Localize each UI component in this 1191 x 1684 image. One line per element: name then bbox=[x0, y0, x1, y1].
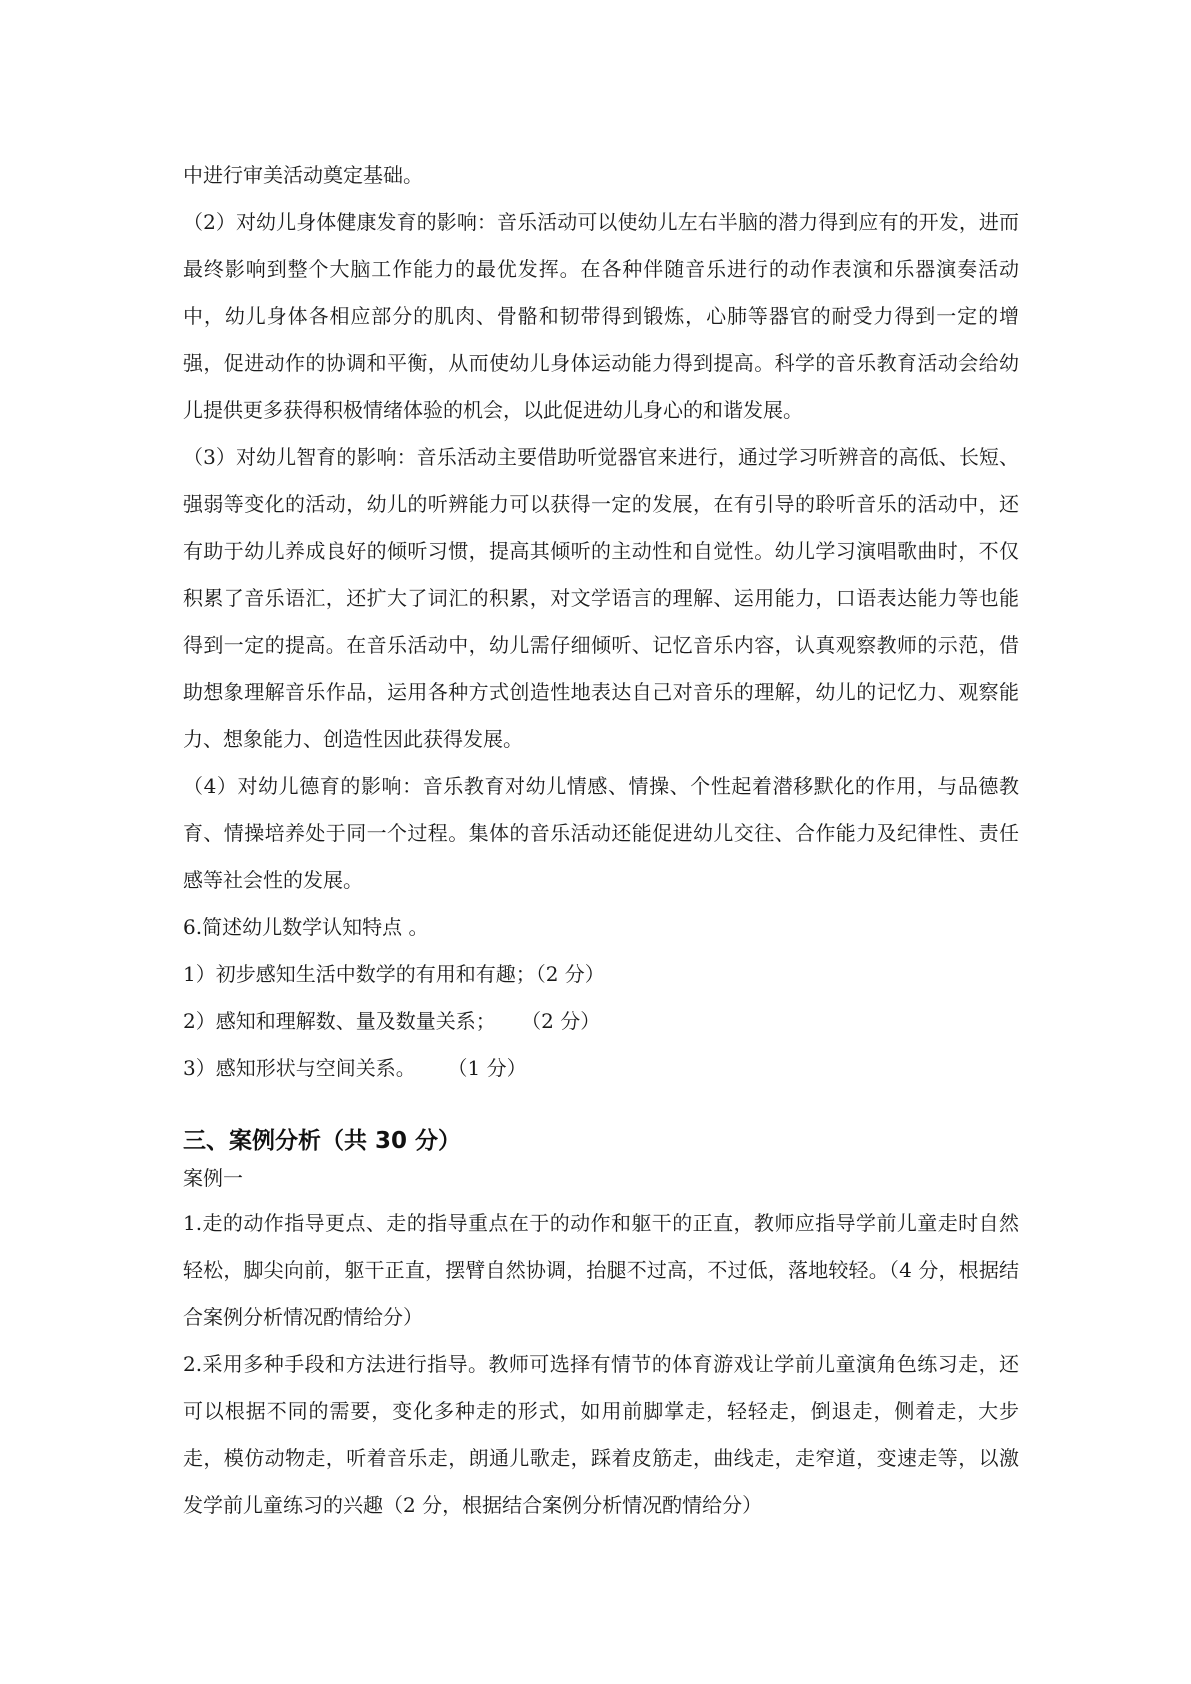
question-6-point-3: 3）感知形状与空间关系。 （1 分） bbox=[183, 1056, 527, 1080]
document-page bbox=[183, 152, 1019, 1529]
question-6-point-2: 2）感知和理解数、量及数量关系； （2 分） bbox=[183, 1009, 601, 1033]
section-heading: 三、案例分析（共 30 分） bbox=[183, 1128, 462, 1154]
intellectual-paragraph: （3）对幼儿智育的影响：音乐活动主要借助听觉器官来进行，通过学习听辨音的高低、长短、强弱等变化的活动，幼儿的听辨能力可以获得一定的发展，在有引导的聆听音乐的活动中，还有助于幼儿养成良好的倾听习惯，提高其倾听的主动性和自觉性。幼儿学习演唱歌曲时，不仅积累了音乐语汇，还扩大了词汇的积累，对文学语言的理解、运用能力，口语表达能力等也能得到一定的提高。在音乐活动中，幼儿需仔细倾听、记忆音乐内容，认真观察教师的示范，借助想象理解音乐作品，运用各种方式创造性地表达自己对音乐的理解，幼儿的记忆力、观察能力、想象能力、创造性因此获得发展。 bbox=[183, 445, 1019, 751]
case-label: 案例一 bbox=[183, 1166, 243, 1190]
moral-paragraph: （4）对幼儿德育的影响：音乐教育对幼儿情感、情操、个性起着潜移默化的作用，与品德教育、情操培养处于同一个过程。集体的音乐活动还能促进幼儿交往、合作能力及纪律性、责任感等社会性的发展。 bbox=[183, 774, 1019, 892]
case-answer-1: 1.走的动作指导更点、走的指导重点在于的动作和躯干的正直，教师应指导学前儿童走时自然轻松，脚尖向前，躯干正直，摆臂自然协调，抬腿不过高，不过低，落地较轻。（4 分，根据结合案例分析情况酌情给分） bbox=[183, 1211, 1019, 1329]
continuation-text: 中进行审美活动奠定基础。 bbox=[183, 163, 423, 187]
question-6-point-1: 1）初步感知生活中数学的有用和有趣；（2 分） bbox=[183, 962, 605, 986]
question-6-title: 6.简述幼儿数学认知特点 。 bbox=[183, 915, 429, 939]
section-spacer bbox=[183, 1092, 1019, 1123]
case-answer-2: 2.采用多种手段和方法进行指导。教师可选择有情节的体育游戏让学前儿童演角色练习走，还可以根据不同的需要，变化多种走的形式，如用前脚掌走，轻轻走，倒退走，侧着走，大步走，模仿动物走，听着音乐走，朗通儿歌走，踩着皮筋走，曲线走，走窄道，变速走等，以激发学前儿童练习的兴趣（2 分，根据结合案例分析情况酌情给分） bbox=[183, 1352, 1019, 1517]
physical-health-paragraph: （2）对幼儿身体健康发育的影响：音乐活动可以使幼儿左右半脑的潜力得到应有的开发，进而最终影响到整个大脑工作能力的最优发挥。在各种伴随音乐进行的动作表演和乐器演奏活动中，幼儿身体各相应部分的肌肉、骨骼和韧带得到锻炼，心肺等器官的耐受力得到一定的增强，促进动作的协调和平衡，从而使幼儿身体运动能力得到提高。科学的音乐教育活动会给幼儿提供更多获得积极情绪体验的机会，以此促进幼儿身心的和谐发展。 bbox=[183, 210, 1019, 422]
